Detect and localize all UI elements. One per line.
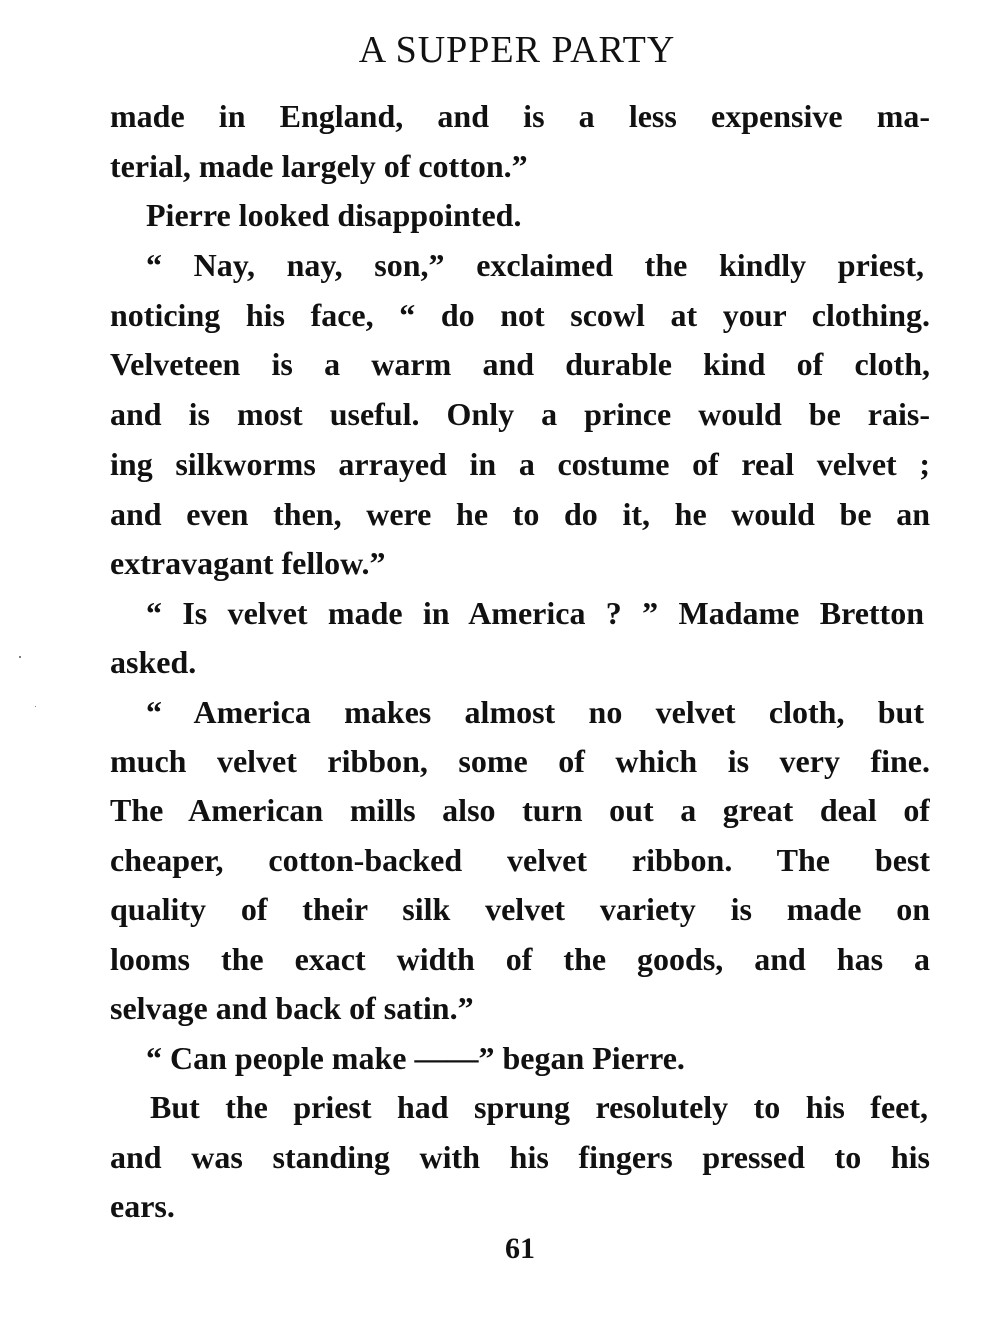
text-line: ing silkworms arrayed in a costume of real velvet ; xyxy=(110,446,930,482)
text-line: “ Is velvet made in America ? ” Madame Bretton xyxy=(146,595,924,631)
text-line: Pierre looked disappointed. xyxy=(146,197,522,233)
text-line: and was standing with his fingers pressed to his xyxy=(110,1139,930,1175)
scan-speck xyxy=(35,706,36,707)
text-line: asked. xyxy=(110,644,197,680)
running-header: A SUPPER PARTY xyxy=(358,29,676,71)
text-line: “ America makes almost no velvet cloth, but xyxy=(146,694,924,730)
text-line: and is most useful. Only a prince would be rais- xyxy=(110,396,930,432)
text-line: cheaper, cotton-backed velvet ribbon. The best xyxy=(110,842,930,878)
text-line: selvage and back of satin.” xyxy=(110,990,474,1026)
page-number: 61 xyxy=(505,1232,535,1265)
text-line: made in England, and is a less expensive ma- xyxy=(110,98,930,134)
text-line: extravagant fellow.” xyxy=(110,545,386,581)
text-line: and even then, were he to do it, he would be an xyxy=(110,496,930,532)
text-line: But the priest had sprung resolutely to his feet, xyxy=(150,1089,928,1125)
text-line: quality of their silk velvet variety is made on xyxy=(110,891,930,927)
text-line: noticing his face, “ do not scowl at your clothing. xyxy=(110,297,930,333)
text-line: looms the exact width of the goods, and has a xyxy=(110,941,930,977)
text-line: “ Can people make ——” began Pierre. xyxy=(146,1040,685,1076)
scan-speck xyxy=(19,656,21,658)
text-line: ears. xyxy=(110,1188,175,1224)
text-line: terial, made largely of cotton.” xyxy=(110,148,528,184)
text-line: Velveteen is a warm and durable kind of cloth, xyxy=(110,346,930,382)
text-line: The American mills also turn out a great deal of xyxy=(110,792,930,828)
text-line: “ Nay, nay, son,” exclaimed the kindly priest, xyxy=(146,247,924,283)
text-line: much velvet ribbon, some of which is very fine. xyxy=(110,743,930,779)
